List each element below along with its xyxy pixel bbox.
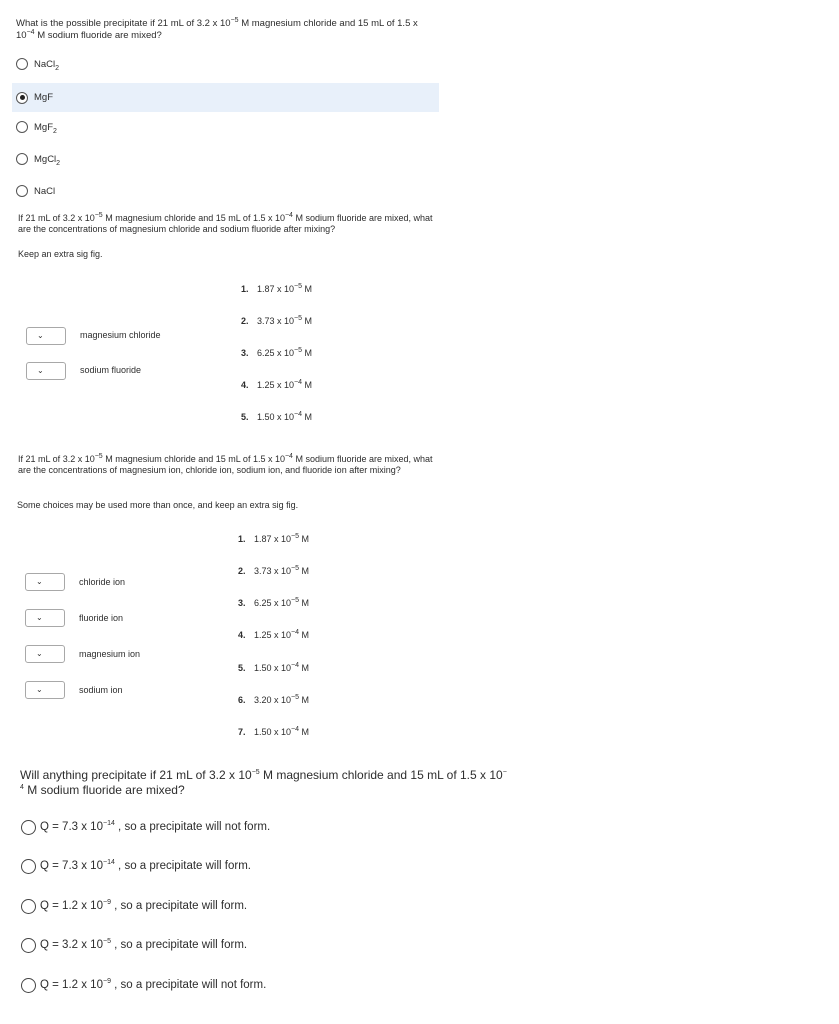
- q3-select-label: chloride ion: [79, 577, 126, 587]
- q3-choice-4: 4. 1.25 x $10^{-4}$ M: [238, 629, 310, 640]
- q3-note: Some choices may be used more than once, and keep an extra sig fig.: [17, 500, 299, 510]
- radio-icon[interactable]: [21, 859, 36, 874]
- chevron-down-icon: ⌄: [36, 577, 43, 586]
- radio-icon[interactable]: [21, 978, 36, 993]
- q4-option-label: Q = 1.2 x $10^{-9}$ , so a precipitate will form.: [40, 899, 248, 912]
- q1-option-label: MgCl$_2$: [34, 153, 61, 167]
- q2-choice-2: 2. 3.73 x $10^{-5}$ M: [241, 315, 313, 326]
- q3-question-text: If 21 mL of 3.2 x $10^{-5}$ M magnesium chloride and 15 mL of 1.5 x $10^{-4}$ M sodium fluoride are mixed, what are the concentrations of magnesium ion, chloride ion, sodium ion, and fluoride ion after mixing?: [18, 453, 433, 475]
- q4-option-label: Q = 3.2 x $10^{-5}$ , so a precipitate will form.: [40, 938, 248, 951]
- chevron-down-icon: ⌄: [37, 331, 44, 340]
- q4-question-text: Will anything precipitate if 21 mL of 3.2 x $10^{-5}$ M magnesium chloride and 15 mL of 1.5 x 10− $^4$ M sodium fluoride are mixed?: [20, 768, 507, 797]
- q3-choice-2: 2. 3.73 x $10^{-5}$ M: [238, 565, 310, 576]
- q3-magnesium-ion-select[interactable]: [25, 645, 65, 663]
- q2-choice-1: 1. 1.87 x $10^{-5}$ M: [241, 283, 313, 294]
- radio-selected-icon[interactable]: [16, 92, 28, 104]
- q2-select-label: magnesium chloride: [80, 330, 161, 340]
- q4-option-label: Q = 7.3 x $10^{-14}$ , so a precipitate will not form.: [40, 820, 271, 833]
- q3-chloride-ion-select[interactable]: [25, 573, 65, 591]
- radio-icon[interactable]: [16, 121, 28, 133]
- chevron-down-icon: ⌄: [37, 366, 44, 375]
- radio-icon[interactable]: [21, 938, 36, 953]
- q1-question-text: What is the possible precipitate if 21 mL of 3.2 x $10^{-5}$ M magnesium chloride and 15 mL of 1.5 x $10^{-4}$ M sodium fluoride are mixed?: [16, 16, 418, 41]
- q3-select-label: sodium ion: [79, 685, 123, 695]
- chevron-down-icon: ⌄: [36, 649, 43, 658]
- q1-option-label: NaCl$_2$: [34, 58, 60, 72]
- q1-option-5[interactable]: [16, 183, 55, 199]
- q4-option-4[interactable]: [21, 936, 247, 954]
- q3-select-label: fluoride ion: [79, 613, 124, 623]
- q2-note: Keep an extra sig fig.: [18, 249, 103, 259]
- q4-option-3[interactable]: [21, 897, 247, 915]
- q3-choice-3: 3. 6.25 x $10^{-5}$ M: [238, 597, 310, 608]
- q3-sodium-ion-select[interactable]: [25, 681, 65, 699]
- q2-question-text: If 21 mL of 3.2 x $10^{-5}$ M magnesium chloride and 15 mL of 1.5 x $10^{-4}$ M sodium fluoride are mixed, what are the concentrations of magnesium chloride and sodium fluoride after mixing?: [18, 212, 433, 234]
- q1-option-label: NaCl: [34, 185, 56, 197]
- q3-choice-6: 6. 3.20 x $10^{-5}$ M: [238, 694, 310, 705]
- q1-option-4[interactable]: [16, 151, 60, 167]
- q1-option-1[interactable]: [16, 56, 59, 72]
- q4-option-label: Q = 1.2 x $10^{-9}$ , so a precipitate will not form.: [40, 978, 267, 991]
- q1-option-label: MgF: [34, 92, 53, 103]
- q3-select-label: magnesium ion: [79, 649, 141, 659]
- chevron-down-icon: ⌄: [36, 685, 43, 694]
- chevron-down-icon: ⌄: [36, 613, 43, 622]
- q4-option-1[interactable]: [21, 818, 270, 836]
- q3-choice-7: 7. 1.50 x $10^{-4}$ M: [238, 726, 310, 737]
- q2-choice-3: 3. 6.25 x $10^{-5}$ M: [241, 347, 313, 358]
- q3-choice-1: 1. 1.87 x $10^{-5}$ M: [238, 533, 310, 544]
- q1-option-2[interactable]: [12, 83, 439, 112]
- q3-fluoride-ion-select[interactable]: [25, 609, 65, 627]
- q2-magnesium-chloride-select[interactable]: [26, 327, 66, 345]
- q2-choice-4: 4. 1.25 x $10^{-4}$ M: [241, 379, 313, 390]
- radio-icon[interactable]: [21, 899, 36, 914]
- q3-choice-5: 5. 1.50 x $10^{-4}$ M: [238, 662, 310, 673]
- q4-option-5[interactable]: [21, 976, 266, 994]
- q1-option-3[interactable]: [16, 119, 57, 135]
- radio-icon[interactable]: [16, 185, 28, 197]
- q1-option-label: MgF$_2$: [34, 121, 57, 135]
- radio-icon[interactable]: [16, 58, 28, 70]
- q2-sodium-fluoride-select[interactable]: [26, 362, 66, 380]
- radio-icon[interactable]: [16, 153, 28, 165]
- radio-icon[interactable]: [21, 820, 36, 835]
- q4-option-label: Q = 7.3 x $10^{-14}$ , so a precipitate will form.: [40, 859, 251, 872]
- q2-select-label: sodium fluoride: [80, 365, 142, 375]
- q4-option-2[interactable]: [21, 857, 251, 875]
- q2-choice-5: 5. 1.50 x $10^{-4}$ M: [241, 411, 313, 422]
